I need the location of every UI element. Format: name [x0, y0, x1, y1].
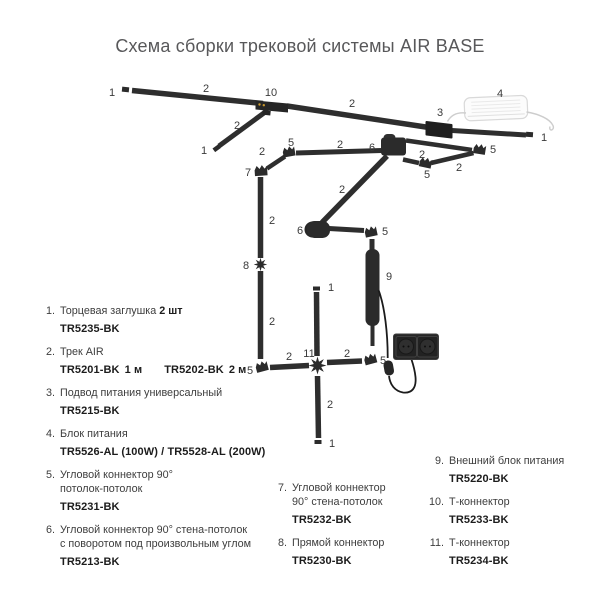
item-qty: 2 шт: [159, 305, 183, 317]
item-code: TR5526-AL (100W) / TR5528-AL (200W): [60, 446, 266, 458]
item-number: 6.: [45, 524, 55, 536]
item-code: TR5202-BK: [164, 364, 224, 376]
callout-28: 11: [303, 348, 315, 360]
callout-14: 2: [268, 316, 276, 328]
item-text: Угловой коннектор: [292, 482, 386, 494]
item-number: 7.: [277, 482, 287, 494]
item-number: 3.: [45, 387, 55, 399]
end-cap-icon: [122, 87, 129, 93]
callout-16: 2: [336, 139, 344, 151]
legend-item-2: [40, 345, 292, 377]
callout-25: 9: [385, 271, 393, 283]
item-text: Т-коннектор: [449, 496, 510, 508]
item-text: Подвод питания универсальный: [60, 387, 223, 399]
callout-5: 2: [348, 98, 356, 110]
callout-12: 2: [268, 215, 276, 227]
callout-26: 5: [379, 355, 387, 367]
item-text: 90° стена-потолок: [292, 496, 383, 508]
straight-connector-8: [254, 258, 268, 272]
callout-19: 5: [489, 144, 497, 156]
track-segment: [329, 229, 364, 231]
callout-22: 2: [338, 184, 346, 196]
end-cap-icon: [315, 440, 322, 444]
legend-item-1: [40, 304, 292, 336]
track-segment: [327, 361, 362, 363]
item-text: Внешний блок питания: [449, 455, 565, 467]
power-cord: [389, 360, 416, 393]
socket-hole-icon: [399, 339, 414, 354]
item-text: Т-коннектор: [449, 537, 510, 549]
item-length: 2 м: [228, 364, 247, 376]
callout-11: 7: [244, 167, 252, 179]
power-cord: [379, 290, 388, 358]
legend-item-11: [424, 536, 584, 568]
item-number: 8.: [277, 537, 287, 549]
track-segment: [267, 157, 285, 169]
legend-item-7: [272, 481, 432, 527]
corner-connector-6: [307, 221, 330, 238]
item-code: TR5213-BK: [60, 556, 120, 568]
item-code: TR5201-BK: [60, 364, 120, 376]
item-code: TR5230-BK: [292, 555, 352, 567]
page-title: Схема сборки трековой системы AIR BASE: [115, 36, 485, 56]
track-segment: [406, 141, 472, 151]
item-code: TR5232-BK: [292, 514, 352, 526]
track-segment: [132, 91, 263, 104]
corner-connector-6: [381, 138, 406, 156]
callout-17: 6: [368, 142, 376, 154]
pin-hole: [403, 346, 405, 348]
callout-18: 2: [418, 149, 426, 161]
item-number: 1.: [45, 305, 55, 317]
end-cap-icon: [526, 132, 533, 137]
legend-column-3: [424, 454, 584, 577]
item-code: TR5234-BK: [449, 555, 509, 567]
corner-connector-7: [254, 165, 267, 176]
legend-item-3: [40, 386, 292, 418]
pin-hole: [424, 346, 426, 348]
item-code: TR5233-BK: [449, 514, 509, 526]
callout-24: 5: [381, 226, 389, 238]
callout-13: 8: [242, 260, 250, 272]
callout-31: 2: [326, 399, 334, 411]
socket-hole-icon: [420, 339, 435, 354]
callout-8: 1: [540, 132, 548, 144]
callout-27: 2: [285, 351, 293, 363]
callout-21: 5: [423, 169, 431, 181]
psu-wire: [527, 112, 554, 130]
legend-item-6: [40, 523, 292, 569]
item-number: 4.: [45, 428, 55, 440]
item-number: 2.: [45, 346, 55, 358]
psu-wire: [448, 113, 467, 122]
item-text: с поворотом под произвольным углом: [60, 538, 252, 550]
item-code: TR5235-BK: [60, 323, 120, 335]
callout-3: 2: [233, 120, 241, 132]
legend-item-5: [40, 468, 292, 514]
t-connector-10-nub: [262, 110, 270, 115]
track-segment: [322, 156, 387, 223]
item-number: 10.: [428, 496, 444, 508]
item-text: Угловой коннектор 90°: [60, 469, 173, 481]
external-psu-9: [366, 249, 380, 326]
end-cap-icon: [313, 287, 320, 291]
callout-4: 1: [200, 145, 208, 157]
item-text: Блок питания: [60, 428, 128, 440]
power-feed-3: [427, 122, 452, 138]
item-text: Торцевая заглушка: [60, 305, 157, 317]
legend-item-8: [272, 536, 432, 568]
corner-connector-5: [364, 225, 378, 237]
item-number: 9.: [434, 455, 444, 467]
callout-10: 2: [258, 146, 266, 158]
item-text: потолок-потолок: [60, 483, 143, 495]
corner-connector-5: [363, 353, 377, 366]
track-segment: [219, 110, 268, 146]
callout-2: 10: [264, 87, 278, 99]
legend-item-9: [424, 454, 584, 486]
track-segment: [403, 160, 419, 164]
item-text: Угловой коннектор 90° стена-потолок: [60, 524, 248, 536]
contact-dot-icon: [263, 104, 265, 106]
track-segment: [452, 131, 526, 136]
legend-column-1: [40, 304, 292, 578]
callout-0: 1: [108, 87, 116, 99]
item-text: Трек AIR: [60, 346, 104, 358]
callout-9: 5: [287, 137, 295, 149]
pin-hole: [429, 346, 431, 348]
pin-hole: [408, 346, 410, 348]
item-text: Прямой коннектор: [292, 537, 385, 549]
contact-dot-icon: [258, 103, 260, 105]
item-length: 1 м: [124, 364, 143, 376]
wall-socket: [394, 334, 439, 360]
track-segment: [318, 376, 319, 438]
legend-item-10: [424, 495, 584, 527]
track-segment: [287, 106, 429, 128]
callout-23: 6: [296, 225, 304, 237]
item-number: 5.: [45, 469, 55, 481]
callout-6: 3: [436, 107, 444, 119]
callout-20: 2: [455, 162, 463, 174]
callout-1: 2: [202, 83, 210, 95]
t-connector-10: [256, 101, 289, 113]
legend-column-2: [272, 481, 432, 577]
item-number: 11.: [429, 537, 444, 549]
legend-item-4: [40, 427, 292, 459]
callout-30: 1: [327, 282, 335, 294]
callout-32: 1: [328, 438, 336, 450]
item-code: TR5231-BK: [60, 501, 120, 513]
corner-connector-5: [473, 143, 486, 155]
track-segment: [431, 153, 474, 163]
callout-29: 2: [343, 348, 351, 360]
item-code: TR5220-BK: [449, 473, 509, 485]
track-segment: [317, 292, 318, 356]
item-code: TR5215-BK: [60, 405, 120, 417]
callout-15: 5: [246, 365, 254, 377]
callout-7: 4: [496, 88, 504, 100]
